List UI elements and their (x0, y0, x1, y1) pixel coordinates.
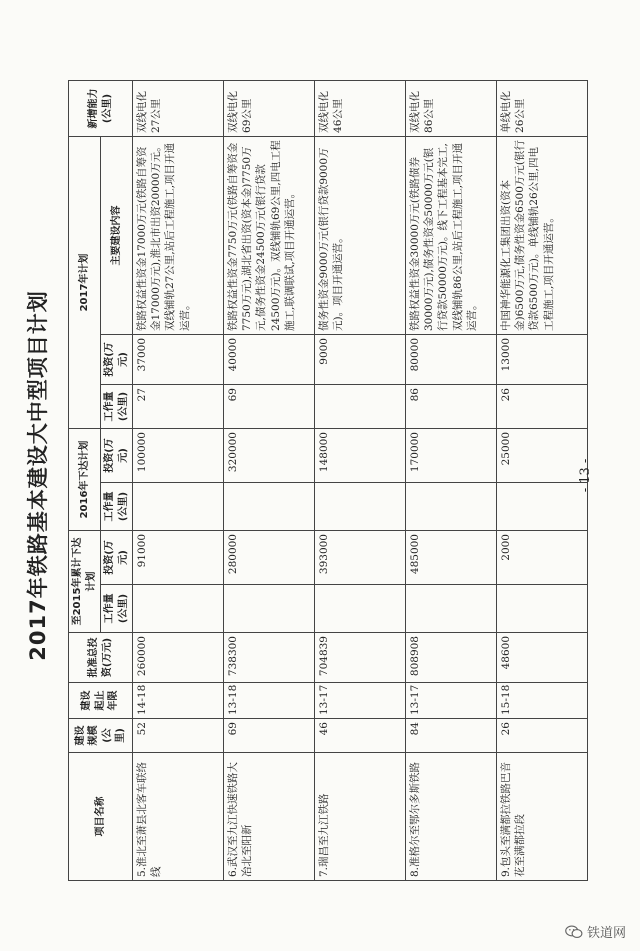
page-number: - 13 - (578, 458, 593, 493)
y2016-workload (315, 483, 406, 531)
wechat-icon (565, 925, 583, 939)
project-scale: 69 (224, 719, 315, 753)
table-row (315, 80, 406, 880)
y2017-invest: 40000 (224, 335, 315, 385)
y2017-content: 债务性资金9000万元(银行贷款9000万元)。项目开通运营。 (315, 136, 406, 334)
y2016-invest: 170000 (406, 429, 497, 483)
y2016-workload (133, 483, 224, 531)
y2017-content: 铁路权益性资金17000万元(铁路自筹资金17000万元),淮北市出资20000万元。双线铺轨27公里,站后工程施工,项目开通运营。 (133, 136, 224, 334)
y2017-workload: 86 (406, 385, 497, 429)
header-approved: 批准总投资(万元) (69, 633, 133, 683)
new-capacity: 双线电化69公里 (224, 80, 315, 136)
y2016-invest: 100000 (133, 429, 224, 483)
cum-workload (406, 585, 497, 633)
watermark-text: 铁道网 (586, 926, 626, 941)
project-name: 6.武汉至九江快速铁路大冶北至阳新 (224, 753, 315, 881)
project-approved: 738300 (224, 633, 315, 683)
document-title: 2017年铁路基本建设大中型项目计划 (26, 290, 50, 661)
project-period: 13-17 (406, 683, 497, 719)
new-capacity: 双线电化46公里 (315, 80, 406, 136)
header-scale: 建设规模(公里) (69, 719, 133, 753)
project-name: 7.瑞昌至九江铁路 (315, 753, 406, 881)
new-capacity: 双线电化86公里 (406, 80, 497, 136)
y2017-workload: 26 (497, 385, 588, 429)
watermark (565, 922, 626, 941)
y2016-invest: 148000 (315, 429, 406, 483)
y2017-content: 中国神华能源化工集团出资(资本金)6500万元,债务性资金6500万元(银行贷款6500万元)。单线铺轨26公里,四电工程施工,项目开通运营。 (497, 136, 588, 334)
cum-workload (224, 585, 315, 633)
y2017-workload: 69 (224, 385, 315, 429)
y2016-workload (406, 483, 497, 531)
header-2017-invest: 投资(万元) (101, 335, 133, 385)
y2017-invest: 9000 (315, 335, 406, 385)
header-2017-workload: 工作量(公里) (101, 385, 133, 429)
new-capacity: 单线电化26公里 (497, 80, 588, 136)
new-capacity: 双线电化27公里 (133, 80, 224, 136)
cum-invest: 485000 (406, 531, 497, 585)
project-plan-table (68, 80, 588, 881)
project-scale: 52 (133, 719, 224, 753)
project-scale: 46 (315, 719, 406, 753)
header-name: 项目名称 (69, 753, 133, 881)
project-scale: 84 (406, 719, 497, 753)
y2016-invest: 25000 (497, 429, 588, 483)
project-scale: 26 (497, 719, 588, 753)
cum-invest: 2000 (497, 531, 588, 585)
y2017-invest: 37000 (133, 335, 224, 385)
y2017-workload: 27 (133, 385, 224, 429)
header-cum2015: 至2015年累计下达计划 (69, 531, 101, 633)
y2017-content: 铁路权益性资金7750万元(铁路自筹资金7750万元),湖北省出资(资本金)7750万元,债务性资金24500万元(银行贷款24500万元)。双线铺轨69公里,四电工程施工,联调联试,项目开通运营。 (224, 136, 315, 334)
y2017-invest: 13000 (497, 335, 588, 385)
header-content: 主要建设内容 (101, 136, 133, 334)
cum-workload (497, 585, 588, 633)
header-cum-workload: 工作量(公里) (101, 585, 133, 633)
table-row (406, 80, 497, 880)
project-period: 13-18 (224, 683, 315, 719)
header-2016-workload: 工作量(公里) (101, 483, 133, 531)
project-period: 14-18 (133, 683, 224, 719)
project-approved: 808908 (406, 633, 497, 683)
cum-workload (315, 585, 406, 633)
table-row (133, 80, 224, 880)
header-2016-invest: 投资(万元) (101, 429, 133, 483)
table-row (497, 80, 588, 880)
cum-invest: 280000 (224, 531, 315, 585)
y2016-invest: 320000 (224, 429, 315, 483)
y2016-workload (224, 483, 315, 531)
project-period: 15-18 (497, 683, 588, 719)
cum-invest: 393000 (315, 531, 406, 585)
y2016-workload (497, 483, 588, 531)
header-plan2016: 2016年下达计划 (69, 429, 101, 531)
y2017-workload (315, 385, 406, 429)
cum-workload (133, 585, 224, 633)
header-cum-invest: 投资(万元) (101, 531, 133, 585)
y2017-invest: 80000 (406, 335, 497, 385)
project-approved: 704839 (315, 633, 406, 683)
y2017-content: 铁路权益性资金30000万元(铁路债券30000万元),债务性资金50000万元(银行贷款50000万元)。线下工程基本完工,双线铺轨86公里,站后工程施工,项目开通运营。 (406, 136, 497, 334)
header-capacity: 新增能力(公里) (69, 80, 133, 136)
project-approved: 48600 (497, 633, 588, 683)
header-period: 建设起止年限 (69, 683, 133, 719)
project-name: 5.淮北至萧县北客车联络线 (133, 753, 224, 881)
project-period: 13-17 (315, 683, 406, 719)
header-plan2017: 2017年计划 (69, 136, 101, 428)
project-name: 9.包头至满都拉铁路巴音花至满都拉段 (497, 753, 588, 881)
project-approved: 260000 (133, 633, 224, 683)
project-name: 8.准格尔至鄂尔多斯铁路 (406, 753, 497, 881)
table-row (224, 80, 315, 880)
cum-invest: 91000 (133, 531, 224, 585)
